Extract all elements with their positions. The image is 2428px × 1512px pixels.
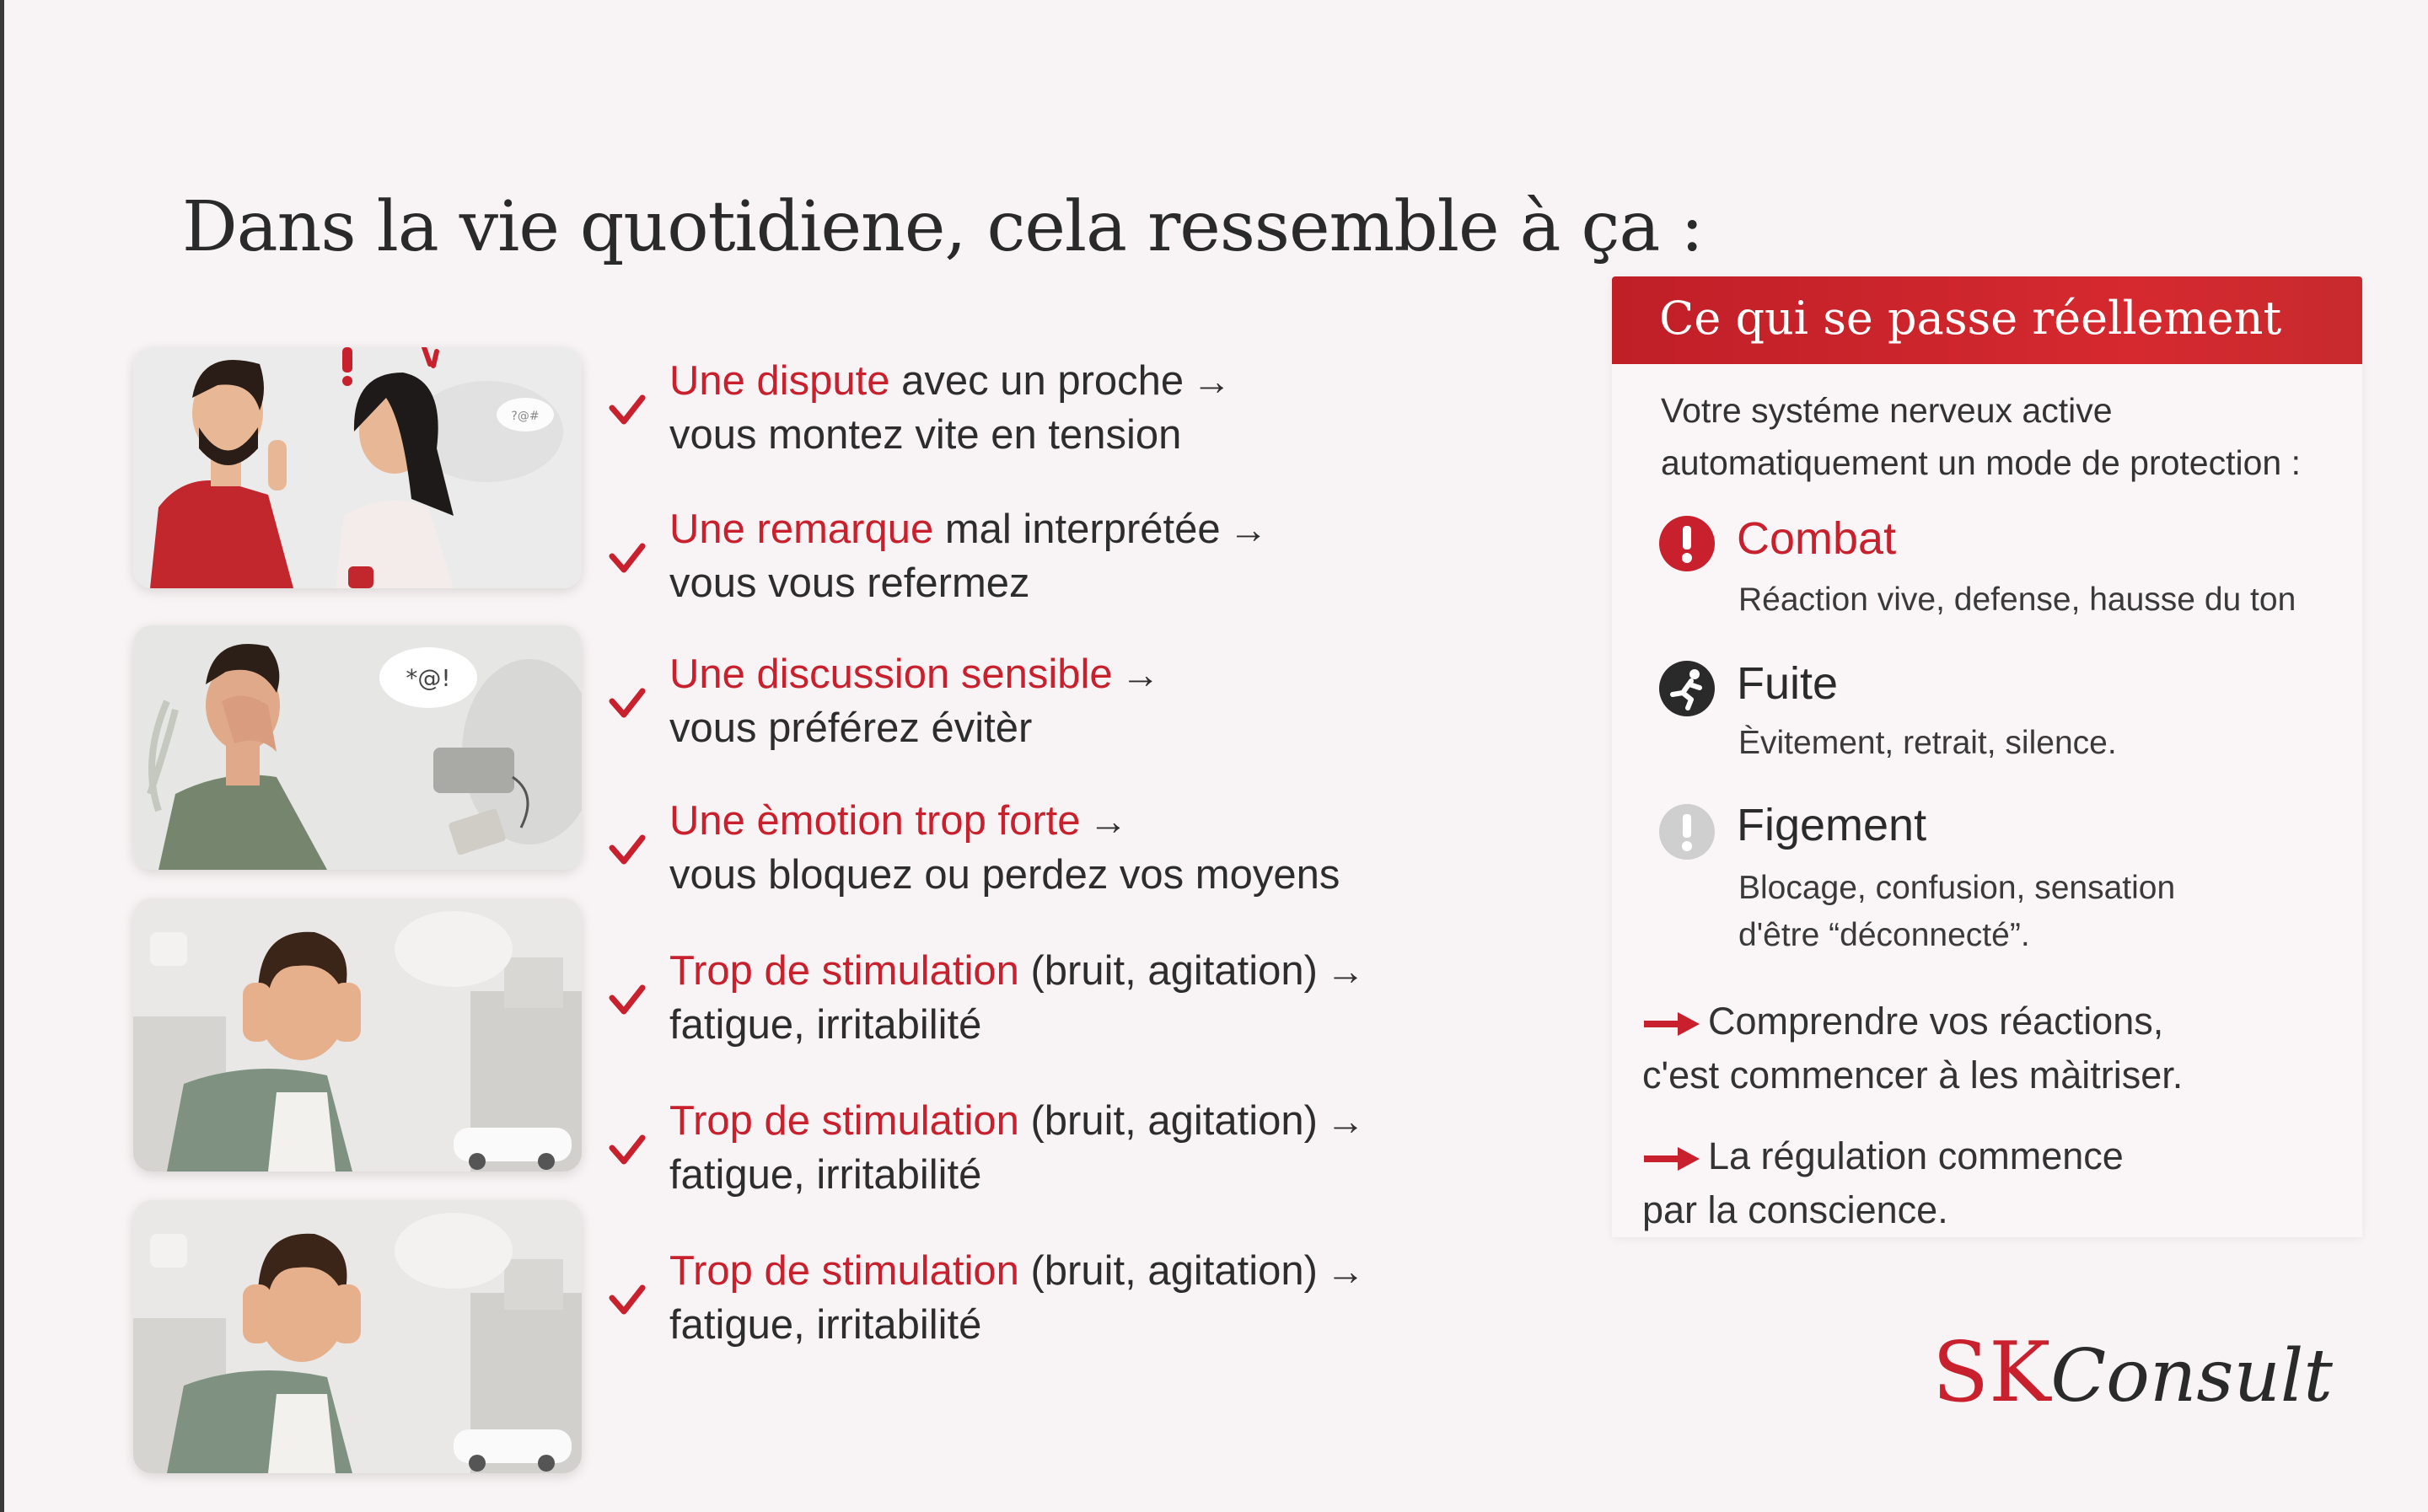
panel-intro-line: automatiquement un mode de protection : [1661,443,2301,482]
pause-exclamation-icon [1657,802,1716,861]
response-desc-fuite: Èvitement, retrait, silence. [1738,725,2117,761]
dispute-illustration [133,347,582,588]
arrow-icon: → [1120,652,1160,696]
dispute-bubble-text: ?@# [511,410,540,423]
response-desc-combat: Réaction vive, defense, hausse du ton [1738,582,2296,618]
checkmark-icon [607,1129,647,1170]
note-line: par la conscience. [1642,1188,1948,1231]
red-arrow-icon [1642,1144,1701,1174]
item-highlight: Une discussion sensible [669,651,1113,697]
item-text: (bruit, agitation) [1018,1098,1318,1144]
stimulation-illustration-1 [133,898,582,1172]
item-consequence: fatigue, irritabilité [669,1152,982,1198]
arrow-icon: → [1228,507,1268,551]
item-consequence: vous montez vite en tension [669,412,1182,458]
note-line: Comprendre vos réactions, [1708,1000,2164,1043]
checkmark-icon [607,1279,647,1320]
red-arrow-icon [1642,1009,1701,1039]
checkmark-icon [607,538,647,578]
item-highlight: Trop de stimulation [669,948,1019,994]
checkmark-icon [607,389,647,430]
note-understand [1642,995,2317,1102]
logo-sk: SK [1932,1325,2051,1421]
response-desc-figement [1738,865,2175,959]
item-consequence: vous préférez évitèr [669,705,1033,751]
skconsult-logo [1932,1325,2333,1421]
arrow-icon: → [1325,949,1365,993]
item-text: (bruit, agitation) [1018,948,1318,994]
page-title: Dans la vie quotidiene, cela ressemble à ça : [182,187,1704,267]
logo-consult: Consult [2050,1334,2333,1418]
response-title-figement: Figement [1737,800,1927,850]
response-desc-line: d'être “déconnecté”. [1738,917,2030,953]
item-highlight: Une dispute [669,358,890,404]
item-text: avec un proche [889,358,1184,404]
item-consequence: fatigue, irritabilité [669,1302,982,1348]
item-consequence: vous vous refermez [669,560,1030,606]
item-consequence: fatigue, irritabilité [669,1002,982,1048]
response-desc-line: Blocage, confusion, sensation [1738,870,2176,906]
exclamation-icon [1657,514,1716,573]
checkmark-icon [607,979,647,1020]
item-highlight: Trop de stimulation [669,1098,1019,1144]
stress-bubble-text: *@! [406,664,451,692]
stimulation-illustration-2 [133,1200,582,1473]
running-icon [1657,659,1716,718]
item-consequence: vous bloquez ou perdez vos moyens [669,852,1340,898]
panel-header [1612,276,2362,364]
item-highlight: Une èmotion trop forte [669,798,1081,844]
item-highlight: Une remarque [669,507,934,552]
note-line: c'est commencer à les màitriser. [1642,1054,2184,1096]
note-line: La régulation commence [1708,1134,2124,1177]
checkmark-icon [607,829,647,870]
item-text: mal interprétée [933,507,1221,552]
item-highlight: Trop de stimulation [669,1248,1019,1294]
panel-intro-line: Votre systéme nerveux active [1661,391,2113,430]
arrow-icon: → [1325,1099,1365,1143]
checkmark-icon [607,683,647,723]
arrow-icon: → [1088,799,1128,843]
window-edge [0,0,4,1512]
arrow-icon: → [1192,359,1232,403]
arrow-icon: → [1325,1249,1365,1293]
stress-illustration [133,625,582,870]
item-text: (bruit, agitation) [1018,1248,1318,1294]
panel-intro [1661,384,2335,489]
response-title-combat: Combat [1737,513,1897,564]
note-regulation [1642,1129,2317,1237]
protection-panel [1612,276,2362,1237]
panel-title: Ce qui se passe réellement [1659,292,2282,345]
response-title-fuite: Fuite [1737,658,1839,709]
